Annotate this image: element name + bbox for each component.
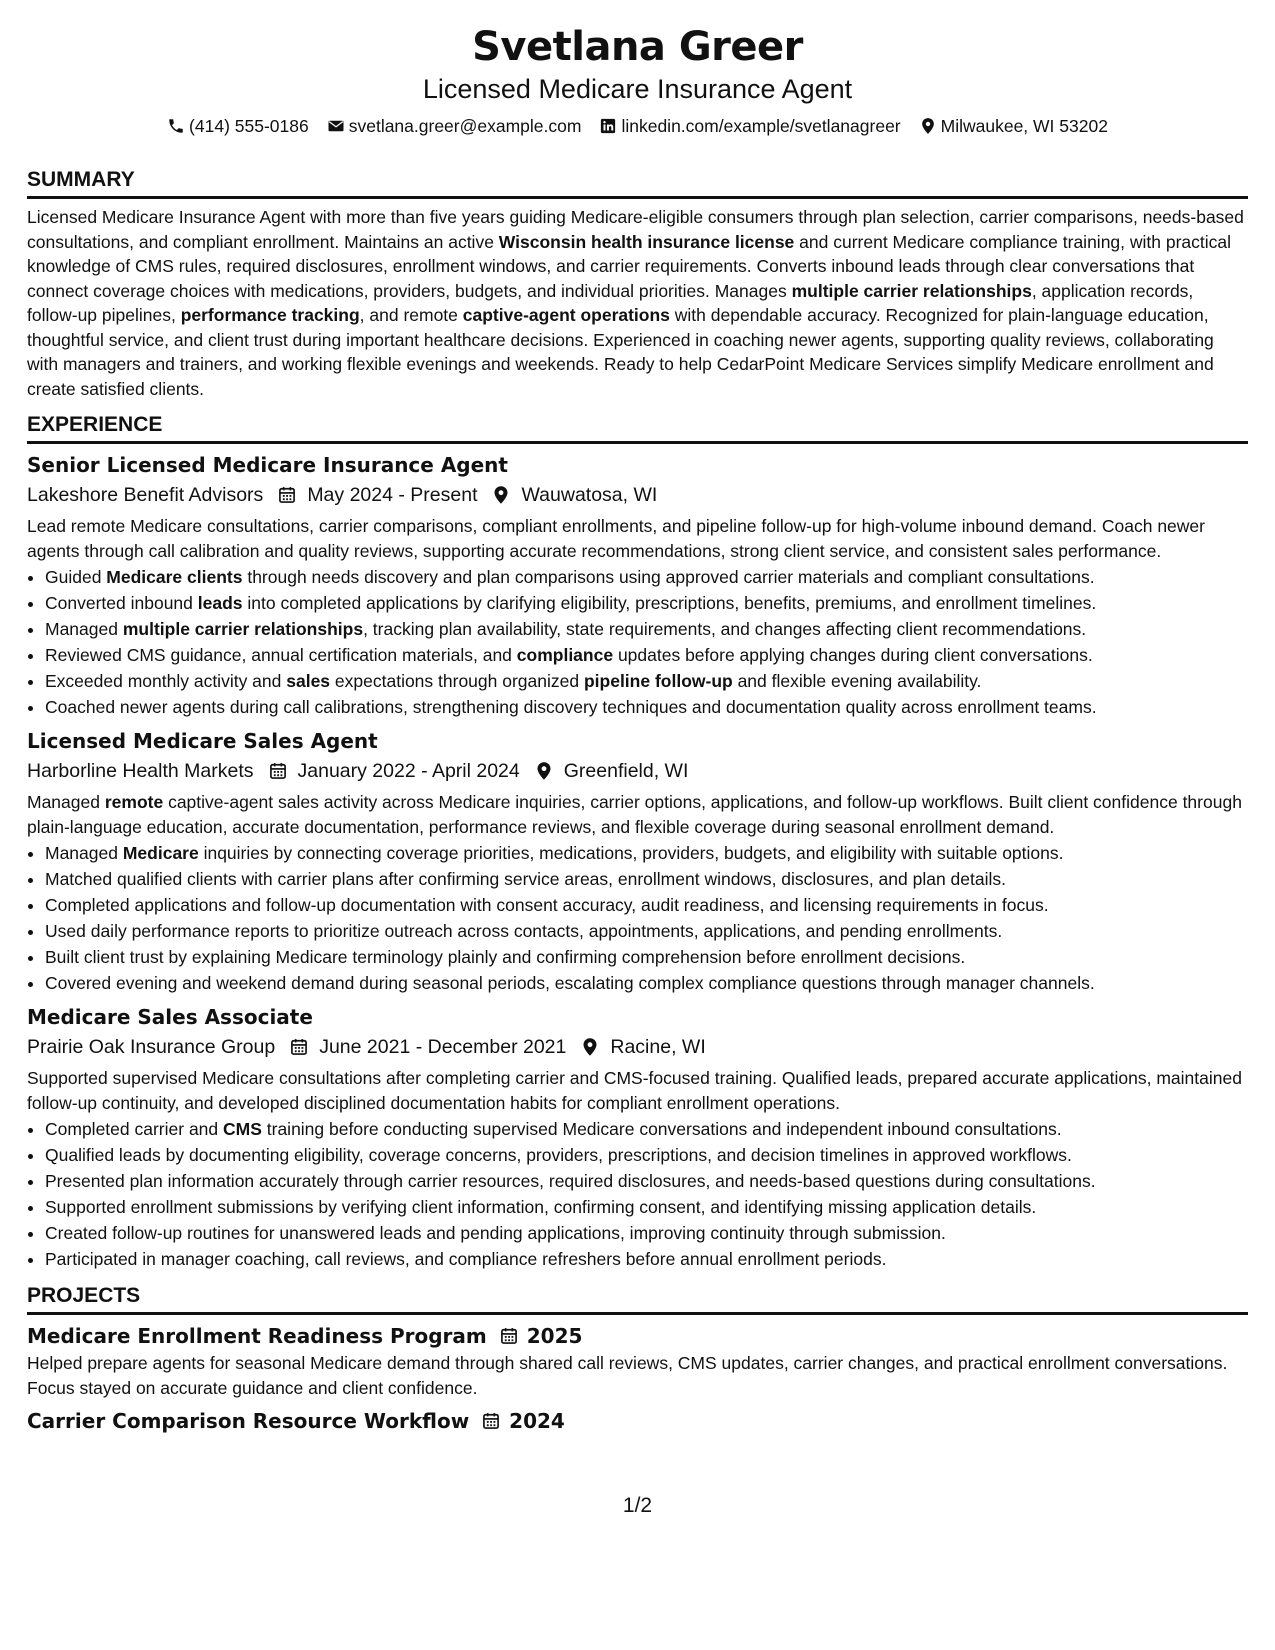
map-pin-icon [919, 117, 937, 135]
job-description: Managed remote captive-agent sales activity across Medicare inquiries, carrier options, applications, and follow-up workflows. Built client confidence through plain-language education, accurate documentation, performance reviews, and flexible coverage during seasonal enrollment demand. [27, 792, 1242, 837]
job-title: Senior Licensed Medicare Insurance Agent [27, 453, 508, 477]
job-entry [27, 726, 1248, 996]
contact-email[interactable] [327, 114, 582, 138]
projects-list [27, 1321, 1248, 1436]
summary-text: Licensed Medicare Insurance Agent with more than five years guiding Medicare-eligible consumers through plan selection, carrier comparisons, needs-based consultations, and compliant enrollment. Maintains an active Wisconsin health insurance license and current Medicare compliance training, with practical knowledge of CMS rules, required disclosures, enrollment windows, and carrier requirements. Converts inbound leads through clear conversations that connect coverage choices with medications, providers, budgets, and individual priorities. Manages multiple carrier relationships, application records, follow-up pipelines, performance tracking, and remote captive-agent operations with dependable accuracy. Recognized for plain-language education, thoughtful service, and client trust during important healthcare decisions. Experienced in coaching newer agents, supporting quality reviews, collaborating with managers and trainers, and working flexible evenings and weekends. Ready to help CedarPoint Medicare Services simplify Medicare enrollment and create satisfied clients. [27, 207, 1244, 399]
job-bullet: • Supported enrollment submissions by verifying client information, confirming consent, and identifying missing application details. [45, 1194, 1248, 1220]
phone-text: (414) 555-0186 [189, 116, 309, 136]
job-meta [27, 480, 1248, 510]
project-title: Medicare Enrollment Readiness Program [27, 1324, 487, 1348]
job-bullets [27, 564, 1248, 720]
job-bullet: • Used daily performance reports to prioritize outreach across contacts, appointments, applications, and pending enrollments. [45, 918, 1248, 944]
job-bullets [27, 1116, 1248, 1272]
job-description: Supported supervised Medicare consultations after completing carrier and CMS-focused training. Qualified leads, prepared accurate applications, maintained follow-up continuity, and developed disciplined documentation habits for compliant enrollment operations. [27, 1068, 1242, 1113]
summary-heading: SUMMARY [27, 166, 1248, 199]
job-bullet: • Covered evening and weekend demand during seasonal periods, escalating complex compliance questions through manager channels. [45, 970, 1248, 996]
job-bullet: • Qualified leads by documenting eligibility, coverage concerns, providers, prescriptions, and decision timelines in approved workflows. [45, 1142, 1248, 1168]
job-dates: January 2022 - April 2024 [297, 760, 520, 782]
page-indicator: 1/2 [622, 1494, 653, 1517]
candidate-headline: Licensed Medicare Insurance Agent [422, 74, 853, 104]
contact-linkedin[interactable] [599, 114, 900, 138]
location-text: Milwaukee, WI 53202 [940, 116, 1108, 136]
experience-list [27, 450, 1248, 1272]
project-entry [27, 1406, 1248, 1436]
job-title: Licensed Medicare Sales Agent [27, 729, 378, 753]
job-meta [27, 1032, 1248, 1062]
job-bullet: • Guided Medicare clients through needs discovery and plan comparisons using approved carrier materials and compliant consultations. [45, 564, 1248, 590]
contact-bar [27, 114, 1248, 138]
job-bullet: • Reviewed CMS guidance, annual certification materials, and compliance updates before applying changes during client conversations. [45, 642, 1248, 668]
contact-location [919, 114, 1108, 138]
job-bullet: • Converted inbound leads into completed applications by clarifying eligibility, prescriptions, benefits, premiums, and enrollment timelines. [45, 590, 1248, 616]
map-pin-icon [534, 761, 554, 781]
job-bullet: • Created follow-up routines for unanswered leads and pending applications, improving continuity through submission. [45, 1220, 1248, 1246]
job-bullet: • Exceeded monthly activity and sales expectations through organized pipeline follow-up and flexible evening availability. [45, 668, 1248, 694]
map-pin-icon [491, 485, 511, 505]
envelope-icon [327, 117, 345, 135]
project-header [27, 1406, 1248, 1436]
project-description: Helped prepare agents for seasonal Medicare demand through shared call reviews, CMS updates, carrier changes, and practical enrollment conversations. Focus stayed on accurate guidance and client confidence. [27, 1353, 1228, 1398]
job-entry [27, 1002, 1248, 1272]
job-location: Racine, WI [610, 1036, 706, 1058]
job-company: Lakeshore Benefit Advisors [27, 484, 264, 506]
experience-section [27, 411, 1248, 1272]
job-location: Greenfield, WI [563, 760, 689, 782]
job-bullet: • Completed applications and follow-up documentation with consent accuracy, audit readiness, and licensing requirements in focus. [45, 892, 1248, 918]
job-bullet: • Managed Medicare inquiries by connecting coverage priorities, medications, providers, budgets, and eligibility with suitable options. [45, 840, 1248, 866]
job-company: Prairie Oak Insurance Group [27, 1036, 276, 1058]
job-description: Lead remote Medicare consultations, carrier comparisons, compliant enrollments, and pipeline follow-up for high-volume inbound demand. Coach newer agents through call calibration and quality reviews, supporting accurate recommendations, strong client service, and consistent sales performance. [27, 516, 1205, 561]
project-header [27, 1321, 1248, 1351]
job-location: Wauwatosa, WI [521, 484, 658, 506]
projects-section [27, 1282, 1248, 1436]
calendar-icon [289, 1037, 309, 1057]
job-bullet: • Coached newer agents during call calibrations, strengthening discovery techniques and documentation quality across enrollment teams. [45, 694, 1248, 720]
contact-phone[interactable] [167, 114, 309, 138]
job-bullet: • Completed carrier and CMS training before conducting supervised Medicare conversations and independent inbound consultations. [45, 1116, 1248, 1142]
job-title: Medicare Sales Associate [27, 1005, 313, 1029]
project-year: 2024 [509, 1409, 565, 1433]
linkedin-icon [599, 117, 617, 135]
job-bullet: • Presented plan information accurately through carrier resources, required disclosures, and needs-based questions during consultations. [45, 1168, 1248, 1194]
job-dates: May 2024 - Present [307, 484, 478, 506]
phone-icon [167, 117, 185, 135]
job-bullet: • Built client trust by explaining Medicare terminology plainly and confirming comprehension before enrollment decisions. [45, 944, 1248, 970]
calendar-icon [499, 1326, 519, 1346]
job-entry [27, 450, 1248, 720]
candidate-name: Svetlana Greer [472, 24, 803, 70]
experience-heading: EXPERIENCE [27, 411, 1248, 444]
email-text: svetlana.greer@example.com [348, 116, 582, 136]
project-year: 2025 [526, 1324, 583, 1348]
calendar-icon [481, 1411, 501, 1431]
project-title: Carrier Comparison Resource Workflow [27, 1409, 470, 1433]
job-dates: June 2021 - December 2021 [319, 1036, 567, 1058]
job-bullets [27, 840, 1248, 996]
project-entry [27, 1321, 1248, 1400]
job-bullet: • Matched qualified clients with carrier plans after confirming service areas, enrollment windows, disclosures, and plan details. [45, 866, 1248, 892]
calendar-icon [277, 485, 297, 505]
summary-section [27, 166, 1248, 401]
calendar-icon [268, 761, 288, 781]
linkedin-text: linkedin.com/example/svetlanagreer [621, 116, 901, 136]
projects-heading: PROJECTS [27, 1282, 1248, 1315]
map-pin-icon [580, 1037, 600, 1057]
job-bullet: • Managed multiple carrier relationships, tracking plan availability, state requirements, and changes affecting client recommendations. [45, 616, 1248, 642]
job-company: Harborline Health Markets [27, 760, 254, 782]
resume-header [27, 22, 1248, 138]
job-bullet: • Participated in manager coaching, call reviews, and compliance refreshers before annual enrollment periods. [45, 1246, 1248, 1272]
job-meta [27, 756, 1248, 786]
